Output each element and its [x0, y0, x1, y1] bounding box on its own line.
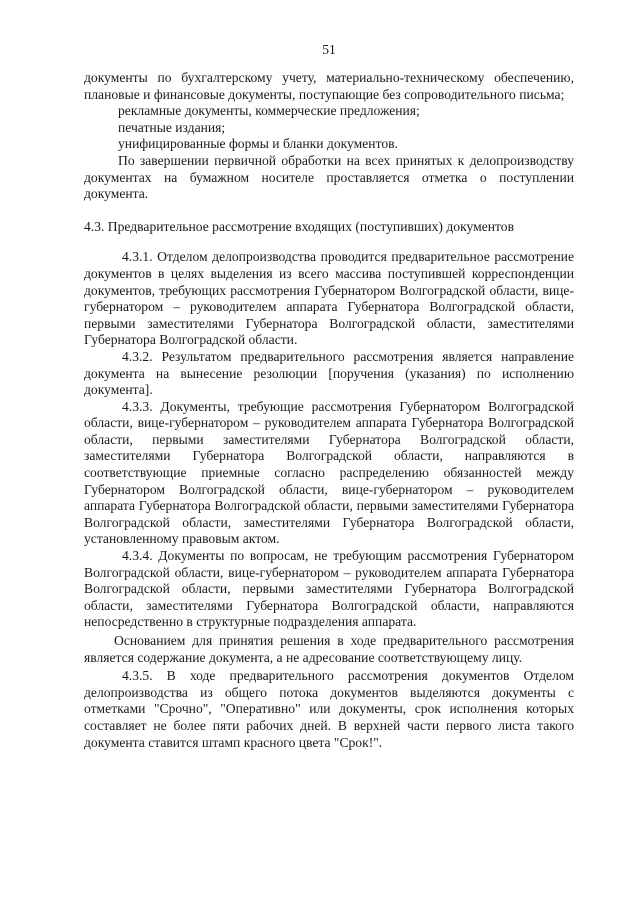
paragraph-4-3-4: 4.3.4. Документы по вопросам, не требующим рассмотрения Губернатором Волгоградской области, вице-губернатором – руководителем аппарата Губернатора Волгоградской области, первыми заместителями Губернатора Волгоградской области, заместителями Губернатора Волгоградской области, направляются непосредственно в структурные подразделения аппарата. [84, 548, 574, 630]
paragraph-4-3-3: 4.3.3. Документы, требующие рассмотрения Губернатором Волгоградской области, вице-губернатором – руководителем аппарата Губернатора Волгоградской области, первыми заместителями Губернатора Волгоградской области, заместителями Губернатора Волгоградской области, направляются в соответствующие приемные согласно распределению обязанностей между Губернатором Волгоградской области, вице-губернатором – руководителем аппарата Губернатора Волгоградской области, первыми заместителями Губернатора Волгоградской области, заместителями Губернатора Волгоградской области, установленному правовым актом. [84, 398, 574, 547]
paragraph-4-3-2: 4.3.2. Результатом предварительного рассмотрения является направление документа на вынесение резолюции [поручения (указания) по исполнению документа]. [84, 348, 574, 398]
paragraph-advertising-docs: рекламные документы, коммерческие предложения; [118, 103, 420, 119]
document-body [84, 70, 574, 751]
paragraph-4-3-1: 4.3.1. Отделом делопроизводства проводится предварительное рассмотрение документов в целях выделения из всего массива поступившей корреспонденции документов, требующих рассмотрения Губернатором Волгоградской области, вице-губернатором – руководителем аппарата Губернатора Волгоградской области, первыми заместителями Губернатора Волгоградской области, заместителями Губернатора Волгоградской области. [84, 249, 574, 348]
paragraph-primary-processing: По завершении первичной обработки на всех принятых к делопроизводству документах на бумажном носителе проставляется отметка о поступлении документа. [84, 152, 574, 202]
section-heading-4-3: 4.3. Предварительное рассмотрение входящих (поступивших) документов [84, 218, 514, 234]
paragraph-4-3-5: 4.3.5. В ходе предварительного рассмотрения документов Отделом делопроизводства из общего потока документов выделяются документы с отметками "Срочно", "Оперативно" или документы, срок исполнения которых составляет не более пяти рабочих дней. В верхней части первого листа такого документа ставится штамп красного цвета "Срок!". [84, 668, 574, 750]
page-number: 51 [322, 42, 336, 57]
paragraph-printed-editions: печатные издания; [118, 119, 226, 135]
paragraph-decision-basis: Основанием для принятия решения в ходе предварительного рассмотрения является содержание документа, а не адресование соответствующему лицу. [84, 633, 574, 665]
paragraph-accounting-docs: документы по бухгалтерскому учету, материально-техническому обеспечению, плановые и финансовые документы, поступающие без сопроводительного письма; [84, 70, 574, 102]
paragraph-unified-forms: унифицированные формы и бланки документов. [118, 136, 398, 152]
